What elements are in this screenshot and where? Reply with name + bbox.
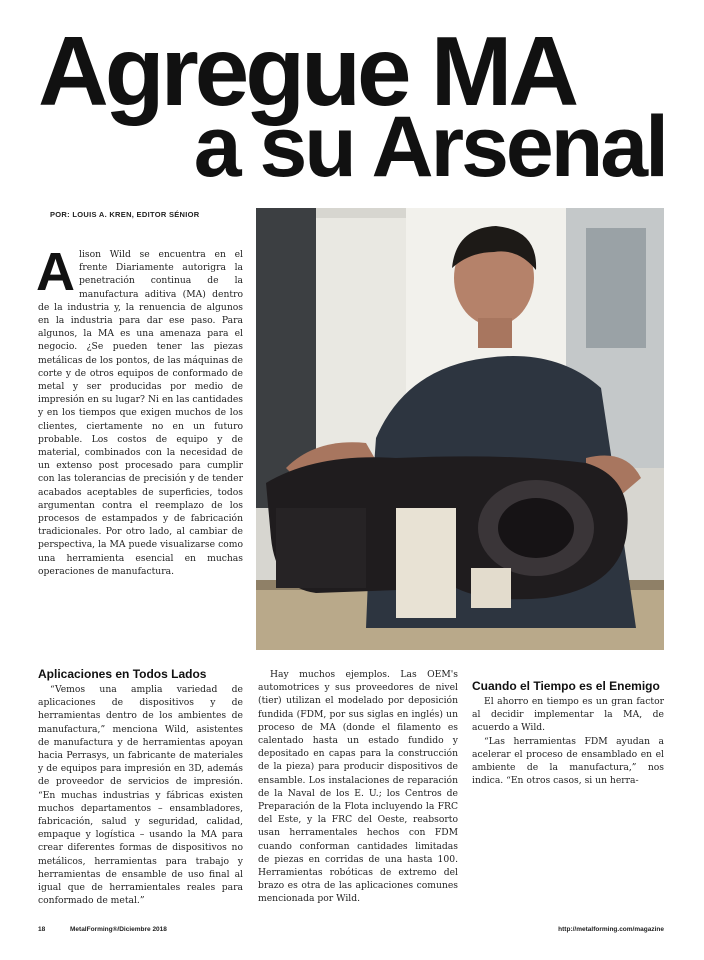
byline: POR: LOUIS A. KREN, EDITOR SÉNIOR	[50, 210, 200, 219]
magazine-url: http://metalforming.com/magazine	[558, 926, 664, 933]
page-number: 18	[38, 926, 46, 933]
article-title-line1: Agregue MA	[38, 16, 576, 126]
article-title-line2: a su Arsenal	[193, 99, 666, 195]
section2-paragraph2: “Las herramientas FDM ayudan a acelerar el proceso de ensamblado en el ambiente de la manufactura,” nos indica. “En otros casos, si un herra-	[472, 735, 664, 787]
column-1	[38, 668, 243, 907]
drop-cap: A	[36, 242, 75, 302]
section1-paragraph2: Hay muchos ejemplos. Las OEM's automotrices y sus proveedores de nivel (tier) utilizan el modelado por deposición fundida (FDM, por sus siglas en inglés) un proceso de MA (donde el filamento es calentado hasta un estado fundido y depositado en capas para la construcción de la pieza) para producir dispositivos de ensamble. Los instalaciones de reparación de la Naval de los E. U.; los Centros de Preparación de la Flota incluyendo la FRC del Este, y la FRC del Oeste, reabsorto usan herramentales hechos con FDM cuando conforman cantidades limitadas de piezas en corridas de una hasta 100. Herramientas robóticas de extremo del brazo es otra de las aplicaciones comunes mencionada por Wild.	[258, 669, 458, 905]
article-photo	[256, 208, 664, 650]
section-heading-applications: Aplicaciones en Todos Lados	[38, 667, 207, 681]
intro-paragraph	[36, 242, 243, 578]
section2-paragraph1: El ahorro en tiempo es un gran factor al decidir implementar la MA, de acuerdo a Wild.	[472, 696, 664, 734]
section-heading-time: Cuando el Tiempo es el Enemigo	[472, 679, 660, 693]
intro-text: lison Wild se encuentra en el frente Diariamente autorigra la penetración continua de la manufactura aditiva (MA) dentro de la industria y, la renuencia de algunos en la industria para dar ese paso. Para algunos, la MA es una amenaza para el negocio. ¿Se pueden tener las piezas metálicas de los pontos, de las máquinas de corte y de otros equipos de conformado de metal y ser producidas por medio de impresión en su lugar? Ni en las cantidades y en los tiempos que exigen muchos de los clientes, ciertamente no en un futuro probable. Los costos de equipo y de material, combinados con la necesidad de un extenso post procesado para cumplir con las tolerancias de precisión y de tender acabados aceptables de superficies, todos argumentan contra el reemplazo de los procesos de estampados y de fabricación tradicionales. Por otro lado, al cambiar de perspectiva, la MA puede visualizarse como una herramienta esencial en muchas operaciones de manufactura.	[38, 249, 243, 577]
section1-paragraph1: “Vemos una amplia variedad de aplicaciones de dispositivos y de herramientas dentro de los ambientes de manufactura,” menciona Wild, asistentes de manufactura y de herramientas apoyan hacia Perrasys, un fabricante de materiales y de equipos para impresión en 3D, además de proveedor de servicios de impresión. “En muchas industrias y fábricas existen muchos departamentos – ensambladores, fabricación, salud y seguridad, calidad, empaque y logística – usando la MA para crear diferentes formas de dispositivos no metálicos, herramientas para trabajo y herramientas de ensamble de uso final al igual que de herramientales reales para conformado de metal.”	[38, 684, 243, 907]
column-3	[472, 668, 664, 787]
intro-column	[36, 242, 243, 578]
column-2	[258, 668, 458, 906]
magazine-issue: MetalForming®/Diciembre 2018	[70, 926, 167, 933]
